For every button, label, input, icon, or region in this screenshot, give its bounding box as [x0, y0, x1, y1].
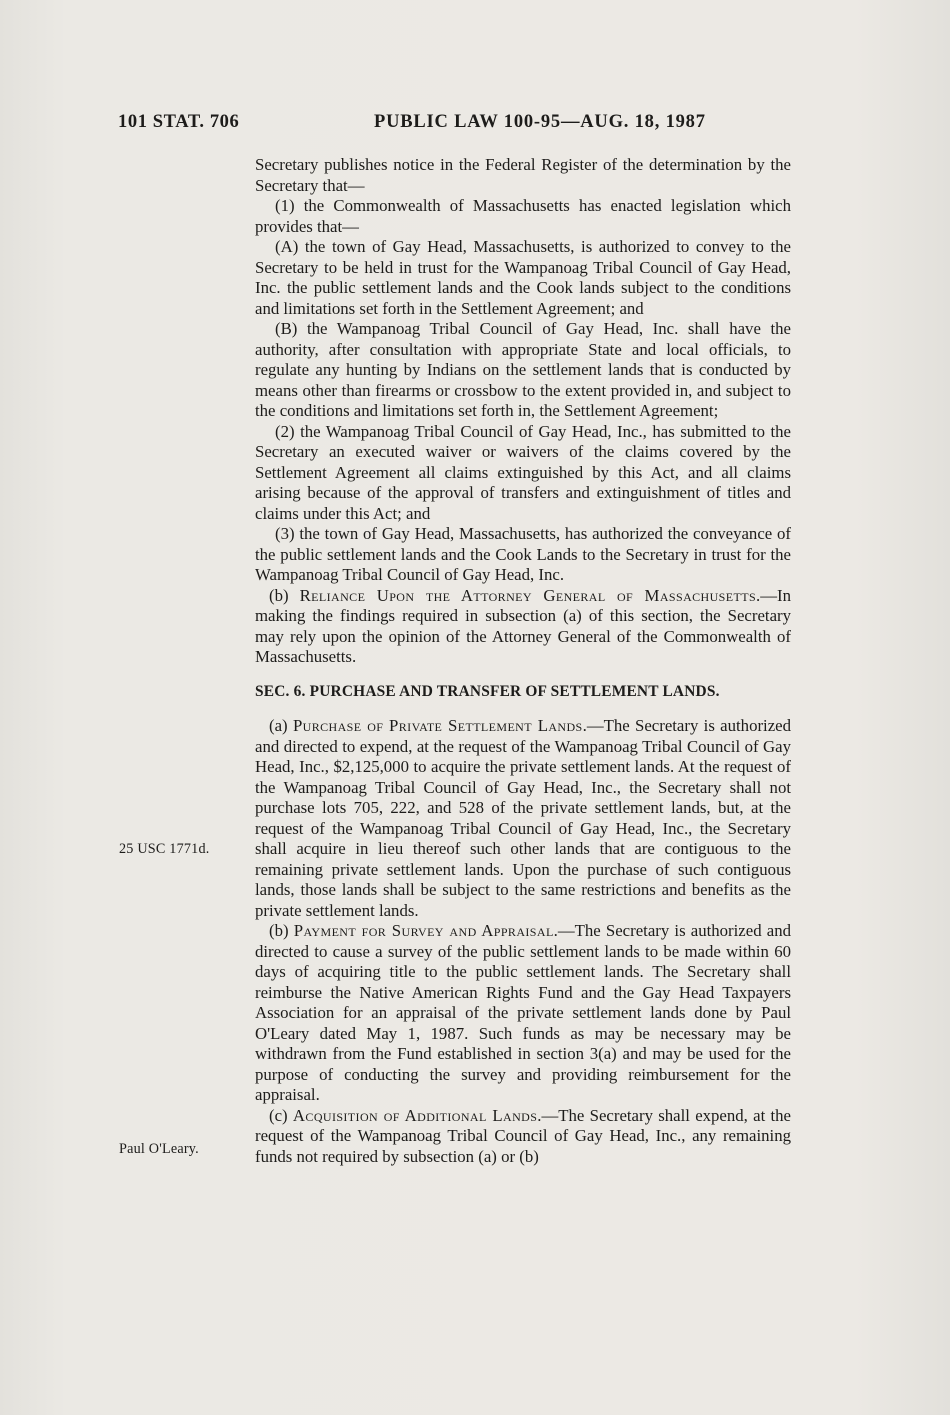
clause-3-text: (3) the town of Gay Head, Massachusetts, has authorized the conveyance of the public settlement lands and the Cook Lands to the Secretary in trust for the Wampanoag Tribal Council of Gay Head, Inc. [255, 524, 791, 584]
subsection-c-acquisition-smallcaps-label: Acquisition of Additional Lands [292, 1105, 538, 1125]
para-intro-continuation [255, 155, 791, 196]
subsection-a-purchase-text: (a) [269, 716, 293, 735]
subsection-b-reliance-text: (b) [269, 585, 300, 605]
stat-page-number: 101 STAT. 706 [118, 112, 240, 132]
margin-note-paul-oleary: Paul O'Leary. [119, 1141, 199, 1157]
subsection-b-payment-smallcaps-label: Payment for Survey and Appraisal [293, 921, 554, 940]
subclause-1A-text: (A) the town of Gay Head, Massachusetts, is authorized to convey to the Secretary to be held in trust for the Wampanoag Tribal Council of Gay Head, Inc. the public settlement lands and the Cook lands subject to the conditions and limitations set forth in the Settlement Agreement; and [255, 237, 791, 318]
section-6-heading-text: SEC. 6. PURCHASE AND TRANSFER OF SETTLEMENT LANDS. [255, 682, 720, 700]
subsection-b-payment-text: .—The Secretary is authorized and directed to cause a survey of the public settlement lands to be made within 60 days of acquiring title to the public settlement lands. The Secretary shall reimburse the Native American Rights Fund and the Gay Head Taxpayers Association for an appraisal of the private settlement lands done by Paul O'Leary dated May 1, 1987. Such funds as may be necessary may be withdrawn from the Fund established in section 3(a) and may be used for the purpose of conducting the survey and providing reimbursement for the appraisal. [255, 921, 791, 1104]
subsection-b-reliance-text: .—In making the findings required in subsection (a) of this section, the Secretary may rely upon the opinion of the Attorney General of the Commonwealth of Massachusetts. [255, 585, 791, 666]
subsection-c-acquisition-text: .—The Secretary shall expend, at the request of the Wampanoag Tribal Council of Gay Head, Inc., any remaining funds not required by subsection (a) or (b) [255, 1105, 791, 1166]
clause-2 [255, 422, 791, 525]
statute-body [255, 155, 791, 1167]
clause-3 [255, 524, 791, 586]
public-law-heading: PUBLIC LAW 100-95—AUG. 18, 1987 [374, 112, 706, 132]
subsection-b-reliance [255, 586, 791, 668]
subclause-1B-text: (B) the Wampanoag Tribal Council of Gay Head, Inc. shall have the authority, after consultation with appropriate State and local officials, to regulate any hunting by Indians on the settlement lands that is conducted by means other than firearms or crossbow to the extent provided in, and subject to the conditions and limitations set forth in, the Settlement Agreement; [255, 319, 791, 420]
subsection-b-payment [255, 921, 791, 1106]
clause-1 [255, 196, 791, 237]
clause-1-text: (1) the Commonwealth of Massachusetts has enacted legislation which provides that— [255, 196, 791, 236]
margin-note-usc-citation: 25 USC 1771d. [119, 841, 210, 857]
subsection-a-purchase-smallcaps-label: Purchase of Private Settlement Lands [292, 716, 583, 735]
subsection-a-purchase [255, 716, 791, 921]
para-intro-continuation-text: Secretary publishes notice in the Federal Register of the determination by the Secretary that— [255, 155, 791, 195]
subsection-c-acquisition [255, 1106, 791, 1168]
subsection-a-purchase-text: .—The Secretary is authorized and directed to expend, at the request of the Wampanoag Tribal Council of Gay Head, Inc., $2,125,000 to acquire the private settlement lands. At the request of the Wampanoag Tribal Council of Gay Head, Inc., the Secretary shall not purchase lots 705, 222, and 528 of the private settlement lands, but, at the request of the Wampanoag Tribal Council of Gay Head, Inc., the Secretary shall acquire in lieu thereof such other lands that are contiguous to the remaining private settlement lands. Upon the purchase of such contiguous lands, those lands shall be subject to the same restrictions and benefits as the private settlement lands. [255, 716, 791, 920]
subclause-1B [255, 319, 791, 422]
subclause-1A [255, 237, 791, 319]
section-6-heading [255, 682, 791, 703]
clause-2-text: (2) the Wampanoag Tribal Council of Gay Head, Inc., has submitted to the Secretary an executed waiver or waivers of the claims covered by the Settlement Agreement all claims extinguished by this Act, and all claims arising because of the approval of transfers and extinguishment of titles and claims under this Act; and [255, 421, 791, 523]
subsection-b-payment-text: (b) [269, 921, 294, 940]
subsection-c-acquisition-text: (c) [269, 1105, 293, 1125]
subsection-b-reliance-smallcaps-label: Reliance Upon the Attorney General of Massachusetts [299, 585, 757, 605]
